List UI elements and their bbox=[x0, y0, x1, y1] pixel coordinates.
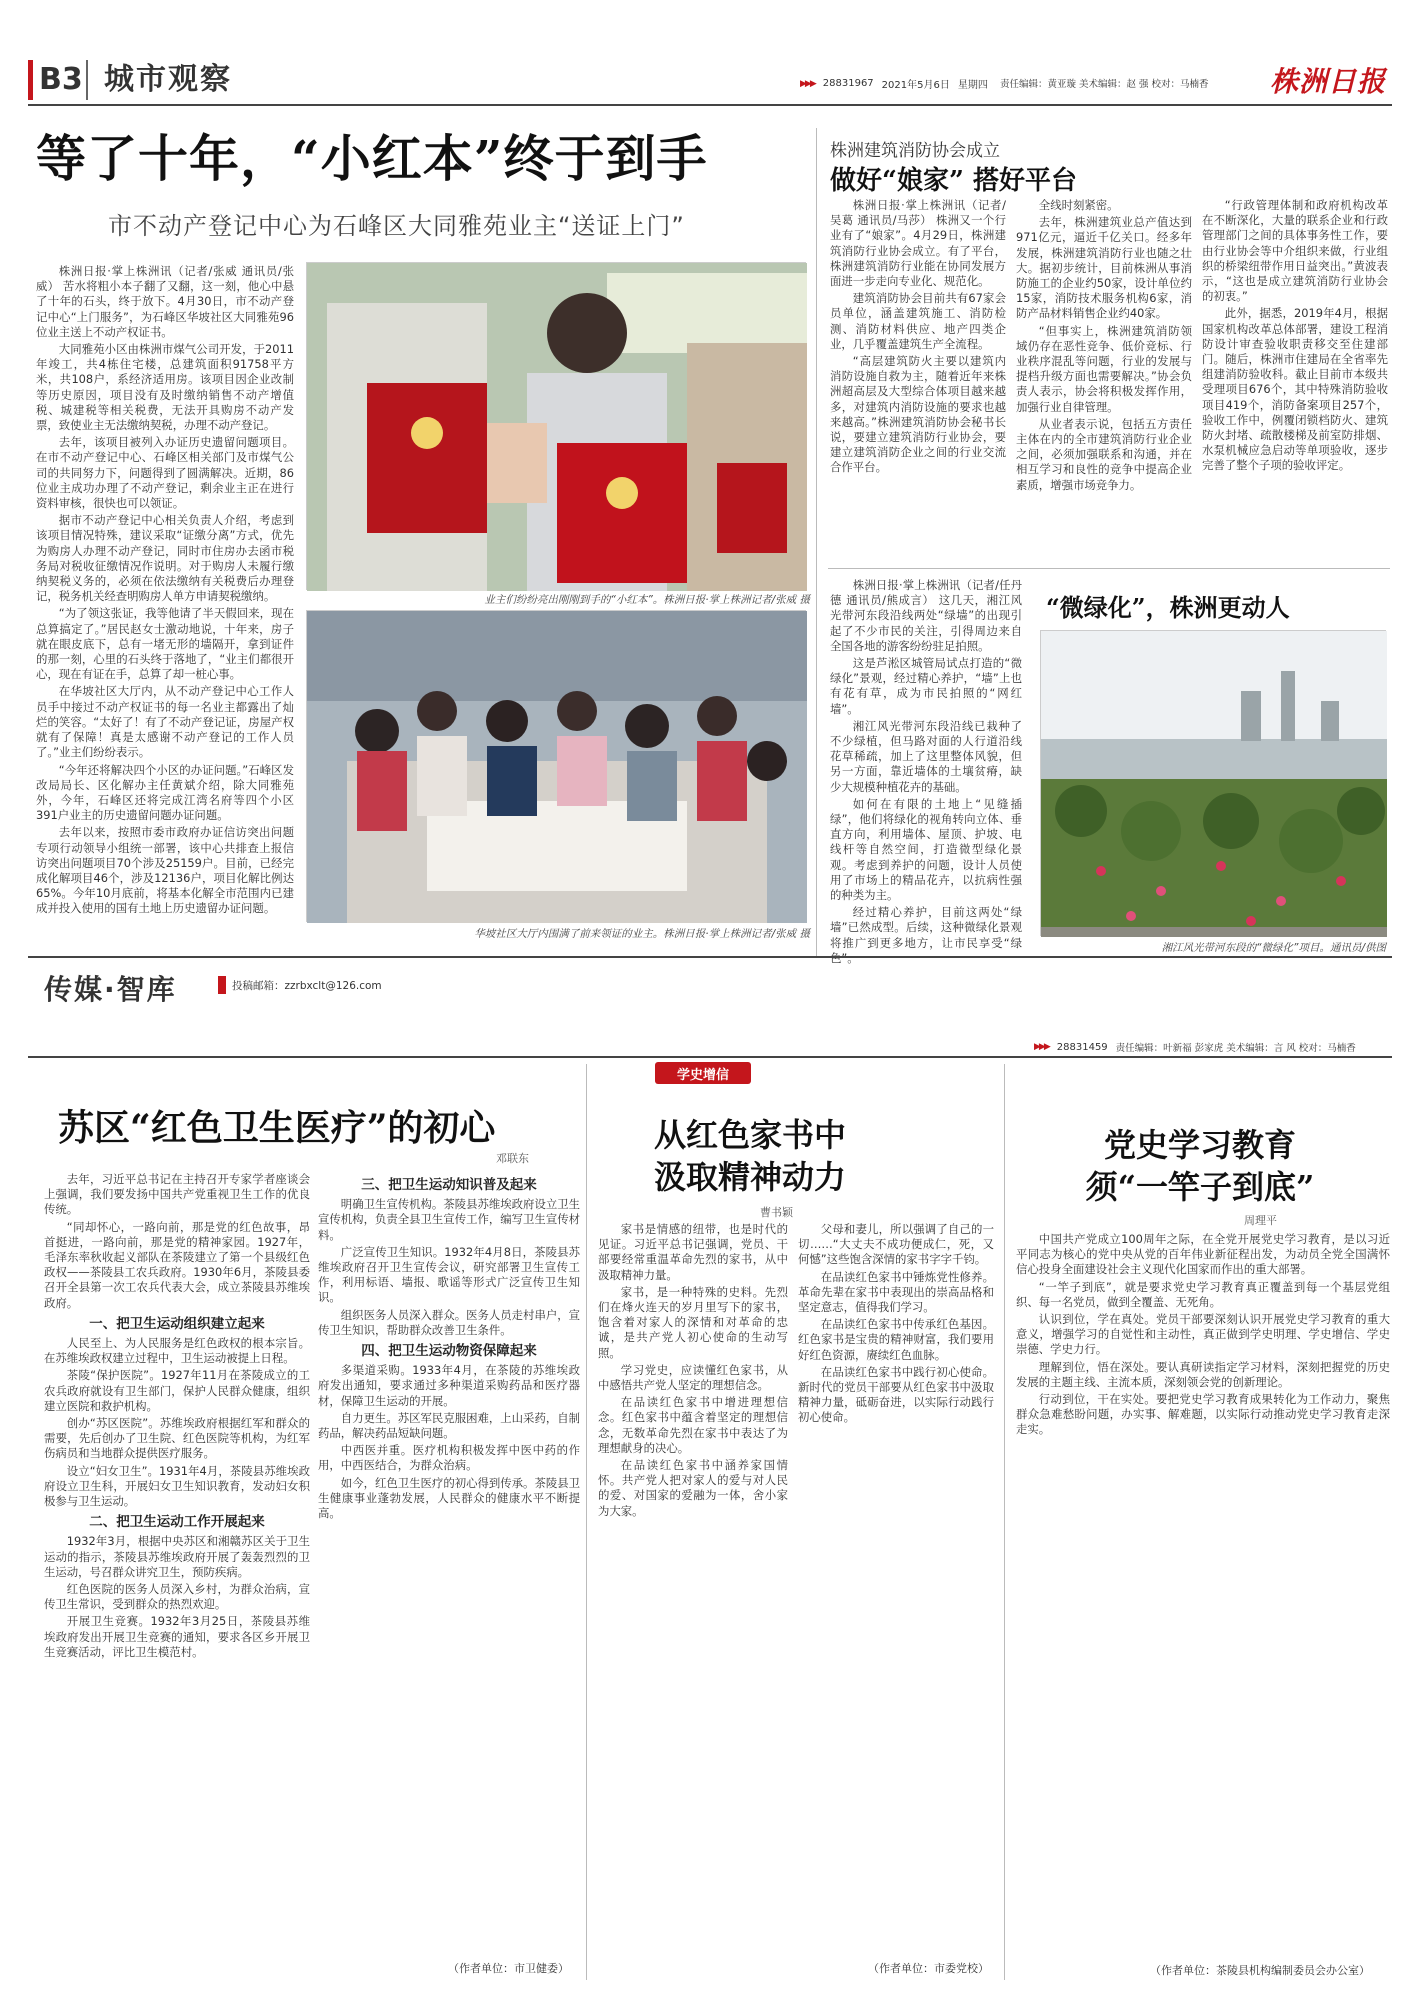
photo3-illustration bbox=[1041, 631, 1387, 937]
article1-title: 等了十年，“小红本”终于到手 bbox=[36, 129, 708, 188]
paragraph: 茶陵“保护医院”。1927年11月在茶陵成立的工农兵政府就设有卫生部门，保护人民群众健康，组织建立医院和救护机构。 bbox=[44, 1368, 310, 1413]
column-divider bbox=[816, 128, 817, 958]
article3-photo-caption: 湘江风光带河东段的“微绿化”项目。通讯员/供图 bbox=[1161, 942, 1386, 954]
header-weekday: 星期四 bbox=[957, 80, 988, 91]
b2-title-line2: 汲取精神动力 bbox=[653, 1158, 846, 1196]
article1-photo1-caption: 业主们纷纷亮出刚刚到手的“小红本”。株洲日报·掌上株洲记者/张威 摄 bbox=[484, 594, 810, 606]
paragraph: 如今，红色卫生医疗的初心得到传承。茶陵县卫生健康事业蓬勃发展，人民群众的健康水平不断提高。 bbox=[318, 1475, 581, 1521]
article1-photo-community-hall bbox=[306, 610, 806, 922]
b3-title-line2: 须“一竿子到底” bbox=[1085, 1168, 1315, 1206]
article-separator bbox=[828, 568, 1390, 569]
paragraph: 在华坡社区大厅内，从不动产登记中心工作人员手中接过不动产权证书的每一名业主都露出了灿烂的笑容。“太好了！有了不动产登记证，房屋产权就有了保障！真是太感谢不动产登记的工作人员了。”业主们纷纷表示。 bbox=[36, 684, 294, 760]
paragraph: 家书是情感的纽带，也是时代的见证。习近平总书记强调，党员、干部要经常重温革命先烈的家书，从中汲取精神力量。 bbox=[598, 1222, 788, 1282]
paragraph: 从业者表示说，包括五方责任主体在内的全市建筑消防行业企业之间，必须加强联系和沟通，并在相互学习和良性的竞争中提高企业素质，增强市场竞争力。 bbox=[1016, 416, 1192, 492]
paragraph: 家书，是一种特殊的史料。先烈们在烽火连天的岁月里写下的家书，饱含着对家人的深情和对革命的忠诚，是共产党人初心使命的生动写照。 bbox=[598, 1284, 788, 1360]
paragraph: 学习党史，应读懂红色家书，从中感悟共产党人坚定的理想信念。 bbox=[598, 1362, 788, 1393]
paragraph: 株洲日报·掌上株洲讯（记者/张威 通讯员/张威） 苦水将粗小本子翻了又翻，这一刻，他心中悬了十年的石头，终于放下。4月30日，市不动产登记中心“上门服务”，为石峰区华坡社区大同雅苑96位业主送上不动产权证书。 bbox=[36, 264, 294, 339]
paragraph: 中国共产党成立100周年之际，在全党开展党史学习教育，是以习近平同志为核心的党中央从党的百年伟业新征程出发，为动员全党全国满怀信心投身全面建设社会主义现代化国家而作出的重大部署。 bbox=[1016, 1232, 1390, 1277]
paragraph: 在品读红色家书中涵养家国情怀。共产党人把对家人的爱与对人民的爱、对国家的爱融为一体，舍小家为大家。 bbox=[598, 1458, 788, 1518]
paragraph: “同却怀心，一路向前，那是党的红色故事，昂首挺进，一路向前，那是党的精神家园。1927年，毛泽东率秋收起义部队在茶陵建立了第一个县级红色政权——茶陵县工农兵政府。1930年6月，茶陵县委召开全县第一次工农兵代表大会，成立茶陵县苏维埃政府。 bbox=[44, 1219, 310, 1310]
b2-col2 bbox=[798, 1222, 994, 1952]
paragraph: 湘江风光带河东段沿线已栽种了不少绿植，但马路对面的人行道沿线花草稀疏，加上了这里整体风貌，但另一方面，靠近墙体的土壤贫瘠，缺少大规模种植花卉的基础。 bbox=[830, 718, 1022, 794]
photo2-illustration bbox=[307, 611, 807, 923]
paragraph: 大同雅苑小区由株洲市煤气公司开发，于2011年竣工，共4栋住宅楼，总建筑面积91758平方米，共108户，系经济适用房。该项目因企业改制等历史原因，项目没有及时缴纳销售不动产增值税、城建税等相关税费，无法开具购房不动产发票，致使业主无法缴纳契税，办理不动产登记。 bbox=[36, 342, 294, 433]
paragraph: “一竿子到底”，就是要求党史学习教育真正覆盖到每一个基层党组织、每一名党员，做到全覆盖、无死角。 bbox=[1016, 1279, 1390, 1309]
paragraph: 自力更生。苏区军民克服困难，上山采药，自制药品，解决药品短缺问题。 bbox=[318, 1410, 581, 1441]
article1-photo-residents-with-certificates bbox=[306, 262, 806, 590]
article1-photo2-caption: 华坡社区大厅内围满了前来领证的业主。株洲日报·掌上株洲记者/张威 摄 bbox=[474, 928, 810, 940]
b3-title-line1: 党史学习教育 bbox=[1103, 1126, 1296, 1164]
paragraph: 1932年3月，根据中央苏区和湘赣苏区关于卫生运动的指示，茶陵县苏维埃政府开展了轰轰烈烈的卫生运动，号召群众讲究卫生，预防疾病。 bbox=[44, 1534, 310, 1579]
page-number: B3 bbox=[39, 62, 83, 97]
paragraph: 行动到位，干在实处。要把党史学习教育成果转化为工作动力，聚焦群众急难愁盼问题，办实事、解难题，以实际行动推动党史学习教育走深走实。 bbox=[1016, 1392, 1390, 1437]
paragraph: 在品读红色家书中践行初心使命。新时代的党员干部要从红色家书中汲取精神力量，砥砺奋进，以实际行动践行初心使命。 bbox=[798, 1364, 994, 1425]
paragraph: 人民至上、为人民服务是红色政权的根本宗旨。在苏维埃政权建立过程中，卫生运动被提上日程。 bbox=[44, 1336, 310, 1366]
paragraph: 如何在有限的土地上“见缝插绿”，他们将绿化的视角转向立体、垂直方向，利用墙体、屋顶、护坡、电线杆等自然空间，打造微型绿化景观。考虑到养护的问题，设计人员使用了市场上的精品花卉，以抗病性强的种类为主。 bbox=[830, 796, 1022, 903]
bottom-email: 投稿邮箱：zzrbxclt@126.com bbox=[232, 980, 382, 992]
paragraph: “高层建筑防火主要以建筑内消防设施自救为主，随着近年来株洲超高层及大型综合体项目越来越多，对建筑内消防设施的要求也越来越高。”株洲建筑消防协会秘书长说，要建立建筑消防行业协会，要建立建筑消防企业之间的行业交流合作平台。 bbox=[830, 354, 1006, 475]
paragraph: 开展卫生竞赛。1932年3月25日，茶陵县苏维埃政府发出开展卫生竞赛的通知，要求各区乡开展卫生竞赛活动，评比卫生模范村。 bbox=[44, 1614, 310, 1659]
article2-title: 做好“娘家” 搭好平台 bbox=[830, 166, 1077, 196]
spacer bbox=[950, 1028, 951, 1029]
article1-subtitle: 市不动产登记中心为石峰区大同雅苑业主“送证上门” bbox=[108, 212, 685, 240]
b1-heading-4: 四、把卫生运动物资保障起来 bbox=[361, 1343, 537, 1360]
paragraph: 株洲日报·掌上株洲讯（记者/吴葛 通讯员/马莎） 株洲又一个行业有了“娘家”。4月29日，株洲建筑消防行业协会成立。有了平台，株洲建筑消防行业能在协同发展方面进一步走向专业化、规范化。 bbox=[830, 198, 1006, 289]
header-rule bbox=[28, 104, 1392, 106]
photo1-illustration bbox=[307, 263, 807, 591]
paragraph: 在品读红色家书中锤炼党性修养。革命先辈在家书中表现出的崇高品格和坚定意志，值得我们学习。 bbox=[798, 1269, 994, 1315]
b1-byline: （作者单位：市卫健委） bbox=[448, 1962, 569, 1975]
section-rule bbox=[28, 956, 1392, 958]
article3-body bbox=[830, 578, 1022, 950]
paragraph: “但事实上，株洲建筑消防领域仍存在恶性竞争、低价竞标、行业秩序混乱等问题，行业的发展与提档升级方面也需要解决。”协会负责人表示，协会将积极发挥作用，加强行业自律管理。 bbox=[1016, 323, 1192, 414]
triangle-marks-icon: ▶▶▶ bbox=[1034, 1042, 1049, 1052]
paragraph: 此外，据悉，2019年4月，根据国家机构改革总体部署，建设工程消防设计审查验收职责移交至住建部门。随后，株洲市住建局在全省率先组建消防验收科。截止目前市本级共受理项目676个，其中特殊消防验收项目419个，消防备案项目257个，验收工作中，例覆闭锁档防火、建筑防火封堵、疏散楼梯及前室防排烟、水泵机械应急启动等单项验收，逐步完善了整个子项的验收评定。 bbox=[1202, 306, 1388, 473]
section-rule-2 bbox=[28, 1056, 1392, 1058]
bottom-meta bbox=[1034, 1040, 1356, 1054]
b2-col1 bbox=[598, 1222, 788, 1982]
b3-author: 周理平 bbox=[1244, 1214, 1277, 1227]
page-number-box bbox=[28, 60, 83, 100]
paragraph: 设立“妇女卫生”。1931年4月，茶陵县苏维埃政府设立卫生科，开展妇女卫生知识教育，发动妇女积极参与卫生运动。 bbox=[44, 1463, 310, 1509]
header-date: 2021年5月6日 bbox=[881, 80, 950, 91]
paragraph: 广泛宣传卫生知识。1932年4月8日，茶陵县苏维埃政府召开卫生宣传会议，研究部署卫生宣传工作，利用标语、墙报、歌谣等形式广泛宣传卫生知识。 bbox=[318, 1244, 580, 1305]
article2-col3 bbox=[1202, 198, 1388, 562]
header-divider bbox=[86, 60, 88, 100]
paragraph: 全线时刻紧密。 bbox=[1038, 198, 1119, 212]
topic-tag bbox=[655, 1062, 751, 1084]
column-divider bbox=[586, 1064, 587, 1980]
paragraph: 去年，株洲建筑业总产值达到971亿元，逼近千亿关口。经多年发展，株洲建筑消防行业也随之壮大。据初步统计，目前株洲从事消防施工的企业约50家，设计单位约15家，消防技术服务机构6家，消防产品材料销售企业约40家。 bbox=[1016, 215, 1192, 321]
b2-author: 曹书颖 bbox=[760, 1206, 793, 1219]
b2-byline: （作者单位：市委党校） bbox=[868, 1962, 989, 1975]
b2-title-line1: 从红色家书中 bbox=[653, 1116, 846, 1154]
paragraph: 多渠道采购。1933年4月，在茶陵的苏维埃政府发出通知，要求通过多种渠道采购药品和医疗器材，保障卫生运动的开展。 bbox=[318, 1363, 580, 1408]
b3-byline: （作者单位：茶陵县机构编制委员会办公室） bbox=[1150, 1964, 1370, 1977]
b1-col1 bbox=[44, 1172, 310, 1972]
paragraph: 这是芦淞区城管局试点打造的“微绿化”景观，经过精心养护，“墙”上也有花有草，成为市民拍照的“网红墙”。 bbox=[830, 656, 1022, 716]
header-editors: 责任编辑：黄亚璇 美术编辑：赵 强 校对：马楠香 bbox=[1000, 79, 1209, 90]
paragraph: “行政管理体制和政府机构改革在不断深化，大量的联系企业和行政管理部门之间的具体事务性工作，要由行业协会等中介组织来做，行业组织的桥梁纽带作用日益突出。”黄波表示，“这也是成立建筑消防行业协会的初衷。” bbox=[1202, 198, 1388, 304]
paragraph: 在品读红色家书中传承红色基因。红色家书是宝贵的精神财富，我们要用好红色资源，赓续红色血脉。 bbox=[798, 1317, 994, 1362]
paragraph: 理解到位，悟在深处。要认真研读指定学习材料，深刻把握党的历史发展的主题主线、主流本质，深刻领会党的创新理论。 bbox=[1016, 1359, 1390, 1389]
triangle-marks-icon: ▶▶▶ bbox=[800, 78, 815, 89]
header-phone: 28831967 bbox=[822, 78, 874, 89]
bottom-editors: 责任编辑：叶新福 彭家虎 美术编辑：言 风 校对：马楠香 bbox=[1115, 1043, 1356, 1054]
bottom-section-title: 传媒·智库 bbox=[44, 973, 177, 1006]
paragraph: 据市不动产登记中心相关负责人介绍，考虑到该项目情况特殊，建议采取“证缴分离”方式，优先为购房人办理不动产登记，同时市住房办去函市税务局对税收征缴情况作说明。对于购房人未履行缴纳契税义务的，必须在依法缴纳有关税费后办理登记，税务机关经查明购房人单方申请契税缴纳。 bbox=[36, 513, 294, 604]
paragraph: 创办“苏区医院”。苏维埃政府根据红军和群众的需要，先后创办了卫生院、红色医院等机构，为红军伤病员和当地群众提供医疗服务。 bbox=[44, 1416, 310, 1461]
paragraph: 明确卫生宣传机构。茶陵县苏维埃政府设立卫生宣传机构，负责全县卫生宣传工作，编写卫生宣传材料。 bbox=[318, 1197, 581, 1242]
column-divider bbox=[1004, 1064, 1005, 1980]
article2-kicker: 株洲建筑消防协会成立 bbox=[830, 141, 1000, 161]
email-marker-icon bbox=[218, 976, 226, 994]
paragraph: 中西医并重。医疗机构积极发挥中医中药的作用，中西医结合，为群众治病。 bbox=[318, 1443, 580, 1473]
paragraph: 父母和妻儿，所以强调了自己的一切……“大丈夫不成功便成仁，死，又何憾”这些饱含深情的家书字字千钧。 bbox=[798, 1222, 994, 1267]
paragraph: 去年，习近平总书记在主持召开专家学者座谈会上强调，我们要发扬中国共产党重视卫生工作的优良传统。 bbox=[44, 1172, 310, 1217]
article3-title: “微绿化”，株洲更动人 bbox=[1046, 593, 1290, 622]
topic-tag-label: 学史增信 bbox=[676, 1067, 729, 1083]
paragraph: 经过精心养护，目前这两处“绿墙”已然成型。后续，这种微绿化景观将推广到更多地方，让市民享受“绿 bbox=[830, 905, 1022, 950]
b1-author: 邓联东 bbox=[496, 1152, 529, 1165]
paragraph: 去年以来，按照市委市政府办证信访突出问题专项行动领导小组统一部署，该中心共排查上报信访突出问题项目70个涉及25159户。目前，已经完成化解项目46个，涉及12136户，项目化解比例达65%。今年10月底前，将基本化解全市范围内已建成并投入使用的国有土地上历史遗留办证问题。 bbox=[36, 825, 294, 916]
paragraph: 株洲日报·掌上株洲讯（记者/任丹德 通讯员/熊成言） 这几天，湘江风光带河东段沿线两处“绿墙”的出现引起了不少市民的关注，引得周边来自全国各地的游客纷纷驻足拍照。 bbox=[830, 578, 1022, 653]
paragraph: 组织医务人员深入群众。医务人员走村串户，宣传卫生知识，帮助群众改善卫生条件。 bbox=[318, 1307, 581, 1337]
newspaper-logo: 株洲日报 bbox=[1270, 65, 1387, 98]
paragraph: 去年，该项目被列入办证历史遗留问题项目。在市不动产登记中心、石峰区相关部门及市煤气公司的共同努力下，问题得到了圆满解决。近期，86位业主成功办理了不动产登记，剩余业主正在进行资料审核，很快也可以领证。 bbox=[36, 435, 294, 511]
article2-col2 bbox=[1016, 198, 1192, 562]
b1-title: 苏区“红色卫生医疗”的初心 bbox=[58, 1107, 496, 1149]
paragraph: 建筑消防协会目前共有67家会员单位，涵盖建筑施工、消防检测、消防材料供应、地产四类企业，几乎覆盖建筑生产全流程。 bbox=[830, 291, 1006, 351]
b1-heading-1: 一、把卫生运动组织建立起来 bbox=[89, 1315, 265, 1332]
paragraph: 认识到位，学在真处。党员干部要深刻认识开展党史学习教育的重大意义，增强学习的自觉性和主动性，真正做到学史明理、学史增信、学史崇德、学史力行。 bbox=[1016, 1312, 1390, 1357]
bottom-phone: 28831459 bbox=[1056, 1041, 1108, 1053]
paragraph: 在品读红色家书中增进理想信念。红色家书中蕴含着坚定的理想信念，无数革命先烈在家书中表达了为理想献身的决心。 bbox=[598, 1395, 788, 1455]
b1-heading-2: 二、把卫生运动工作开展起来 bbox=[89, 1514, 265, 1531]
b1-col2 bbox=[318, 1172, 580, 1952]
paragraph: 红色医院的医务人员深入乡村，为群众治病，宣传卫生常识，受到群众的热烈欢迎。 bbox=[44, 1582, 310, 1612]
article3-photo-green-wall bbox=[1040, 630, 1386, 936]
section-title: 城市观察 bbox=[104, 62, 232, 97]
paragraph: “为了领这张证，我等他请了半天假回来，现在总算搞定了。”居民赵女士激动地说，十年来，房子就在眼皮底下，总有一堵无形的墙隔开，拿到证件的那一刻，心里的石头终于落地了，“业主们都很开心，现在有证在手，总算了却一桩心事。 bbox=[36, 606, 294, 682]
paragraph: “今年还将解决四个小区的办证问题。”石峰区发改局局长、区化解办主任黄斌介绍，除大同雅苑外，今年，石峰区还将完成江湾名府等四个小区391户业主的历史遗留问题办证问题。 bbox=[36, 762, 294, 823]
b1-heading-3: 三、把卫生运动知识普及起来 bbox=[361, 1177, 537, 1193]
article2-col1 bbox=[830, 198, 1006, 562]
b3-body bbox=[1016, 1232, 1390, 1960]
